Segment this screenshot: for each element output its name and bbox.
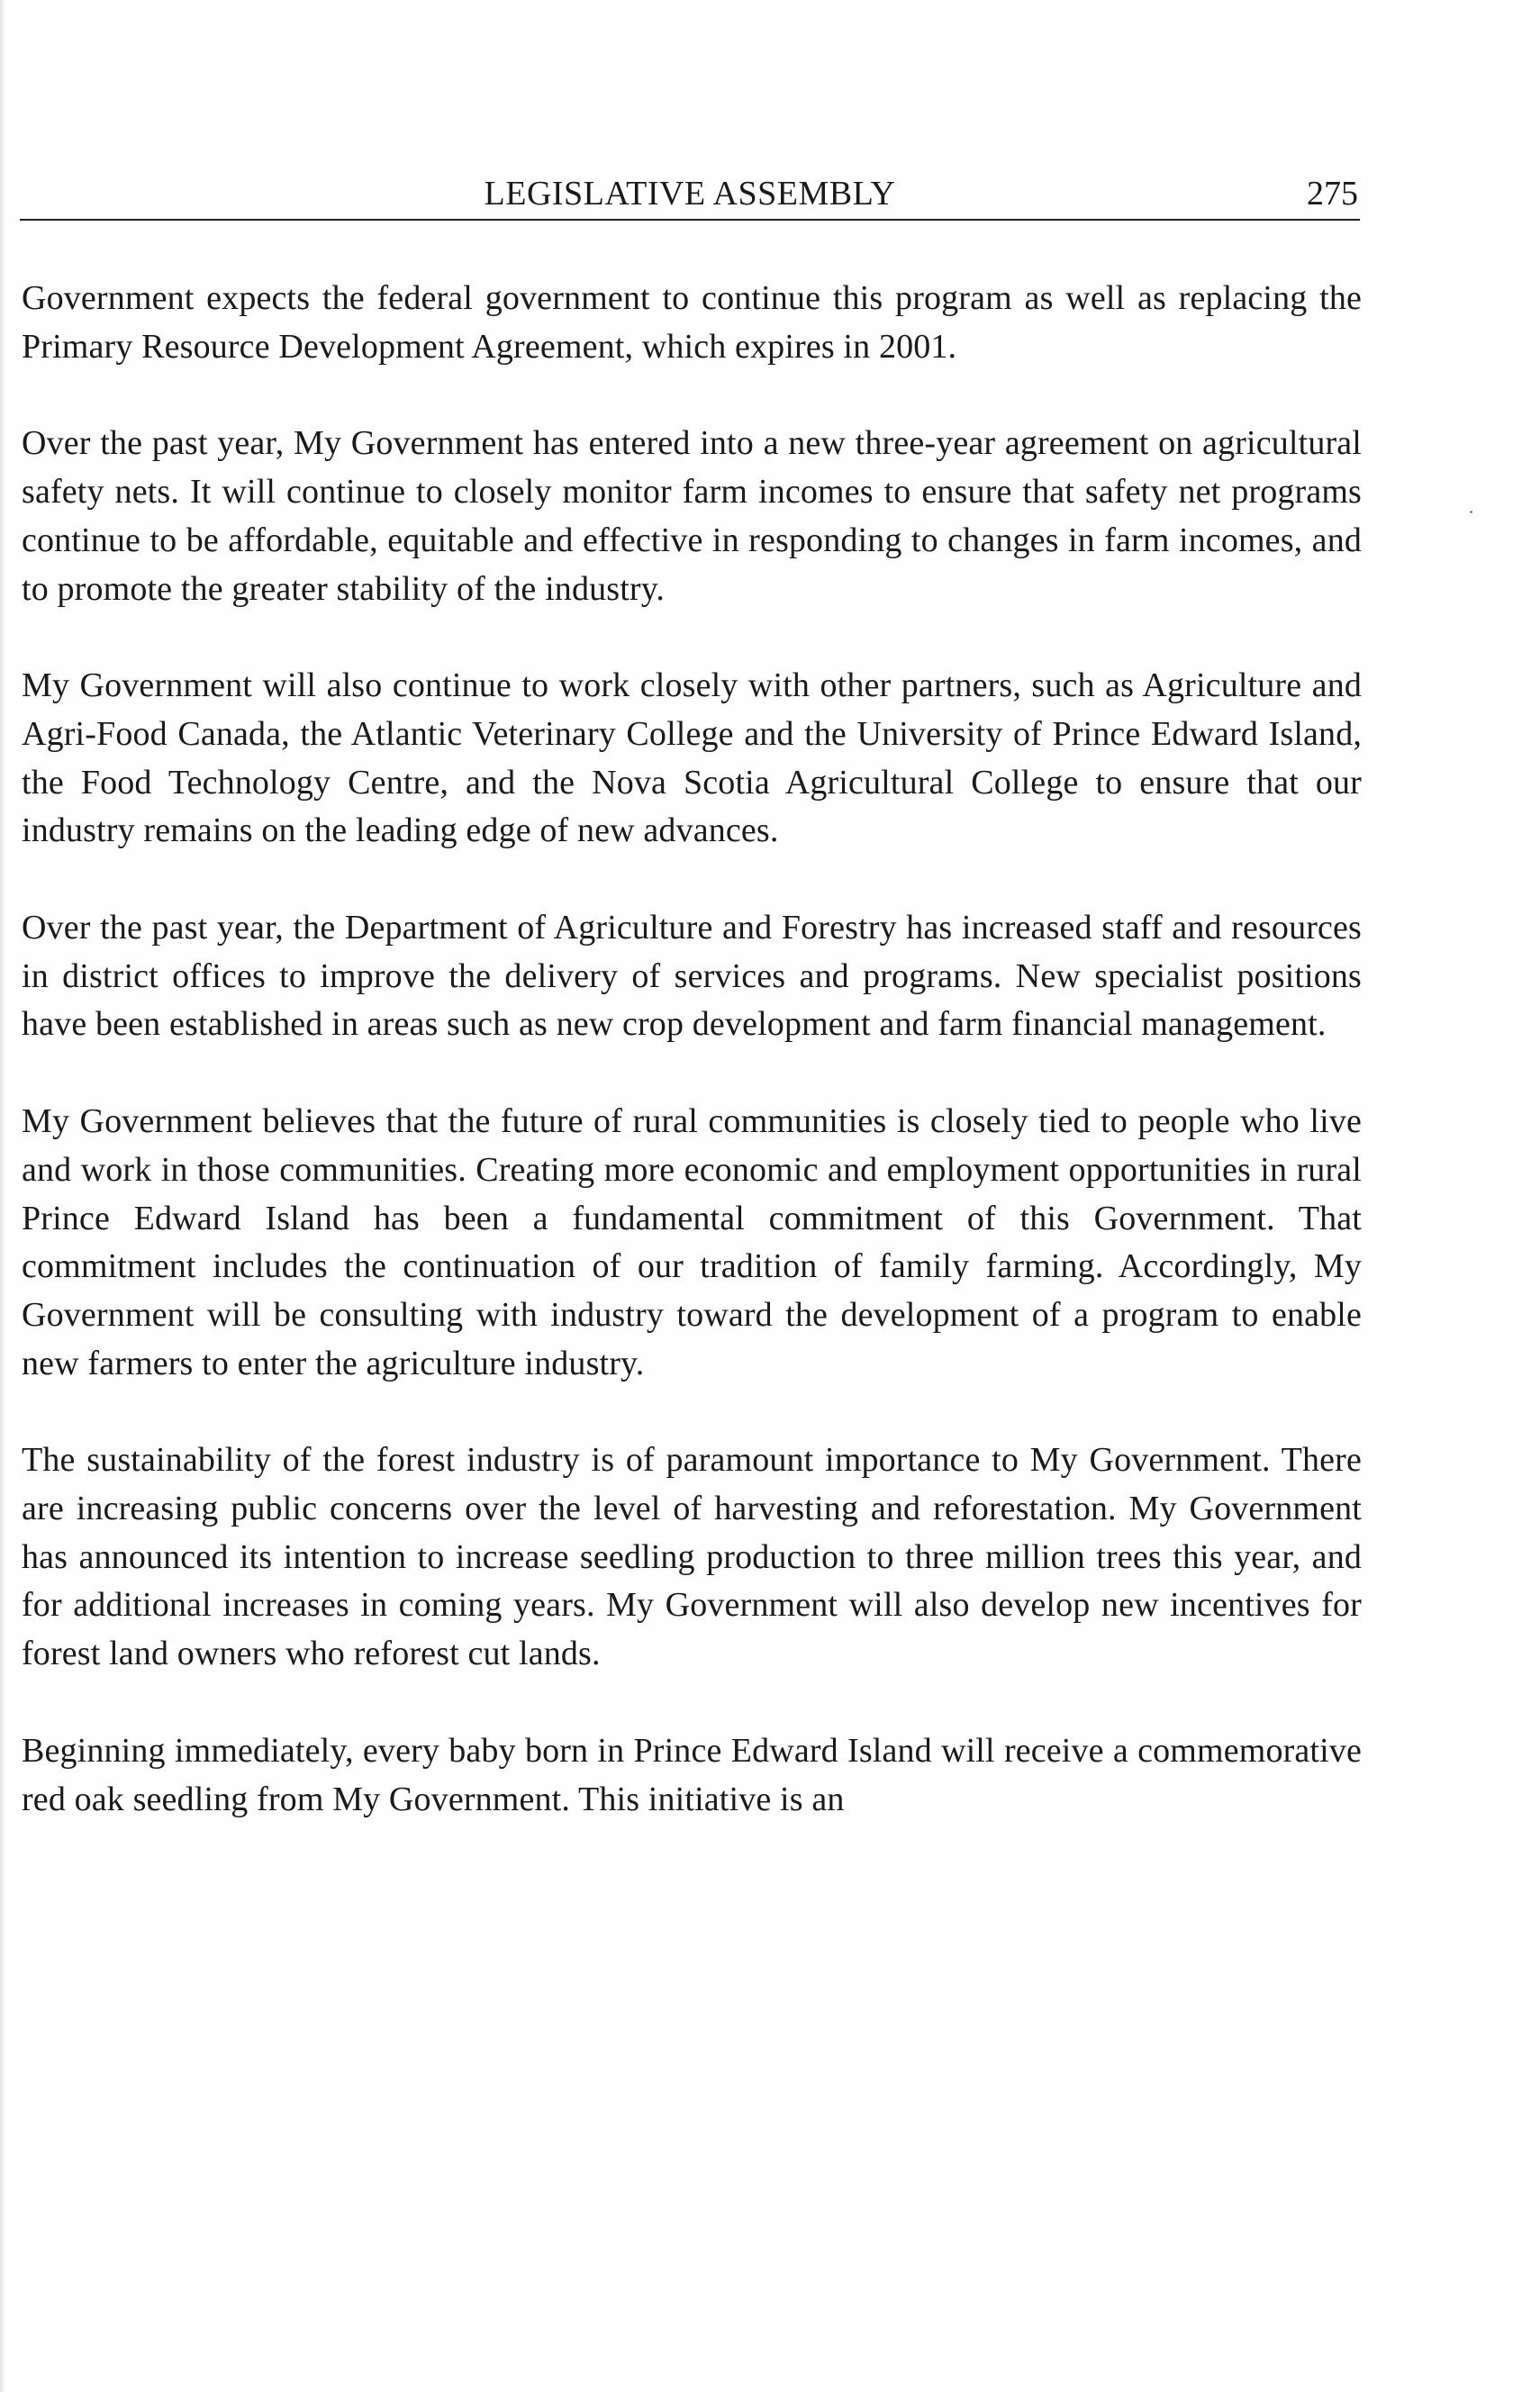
paragraph-1: Government expects the federal government to continue this program as well as replacing the Primary Resource Development Agreement, which expires in 2001.: [22, 279, 1362, 366]
running-header: [20, 167, 1360, 221]
page-number: 275: [1307, 175, 1358, 213]
paragraph-3: My Government will also continue to work closely with other partners, such as Agriculture and Agri-Food Canada, the Atlantic Veterinary College and the University of Prince Edward Island, the Food Technology Centre, and the Nova Scotia Agricultural College to ensure that our industry remains on the leading edge of new advances.: [22, 666, 1362, 850]
page-edge-shadow: [0, 0, 5, 2392]
scan-speck: [1470, 511, 1472, 513]
paragraph-7: Beginning immediately, every baby born in Prince Edward Island will receive a commemorative red oak seedling from My Government. This initiative is an: [22, 1731, 1362, 1818]
paragraph-2: Over the past year, My Government has entered into a new three-year agreement on agricultural safety nets. It will continue to closely monitor farm incomes to ensure that safety net programs continue to be affordable, equitable and effective in responding to changes in farm incomes, and to promote the greater stability of the industry.: [22, 424, 1362, 608]
paragraph-6: The sustainability of the forest industry is of paramount importance to My Government. There are increasing public concerns over the level of harvesting and reforestation. My Government has announced its intention to increase seedling production to three million trees this year, and for additional increases in coming years. My Government will also develop new incentives for forest land owners who reforest cut lands.: [22, 1441, 1362, 1673]
header-title: LEGISLATIVE ASSEMBLY: [484, 175, 896, 213]
body-text: [22, 275, 1362, 1824]
paragraph-4: Over the past year, the Department of Agriculture and Forestry has increased staff and resources in district offices to improve the delivery of services and programs. New specialist positions have been established in areas such as new crop development and farm financial management.: [22, 909, 1362, 1044]
paragraph-5: My Government believes that the future of rural communities is closely tied to people who live and work in those communities. Creating more economic and employment opportunities in rural Prince Edward Island has been a fundamental commitment of this Government. That commitment includes the continuation of our tradition of family farming. Accordingly, My Government will be consulting with industry toward the development of a program to enable new farmers to enter the agriculture industry.: [22, 1102, 1362, 1382]
